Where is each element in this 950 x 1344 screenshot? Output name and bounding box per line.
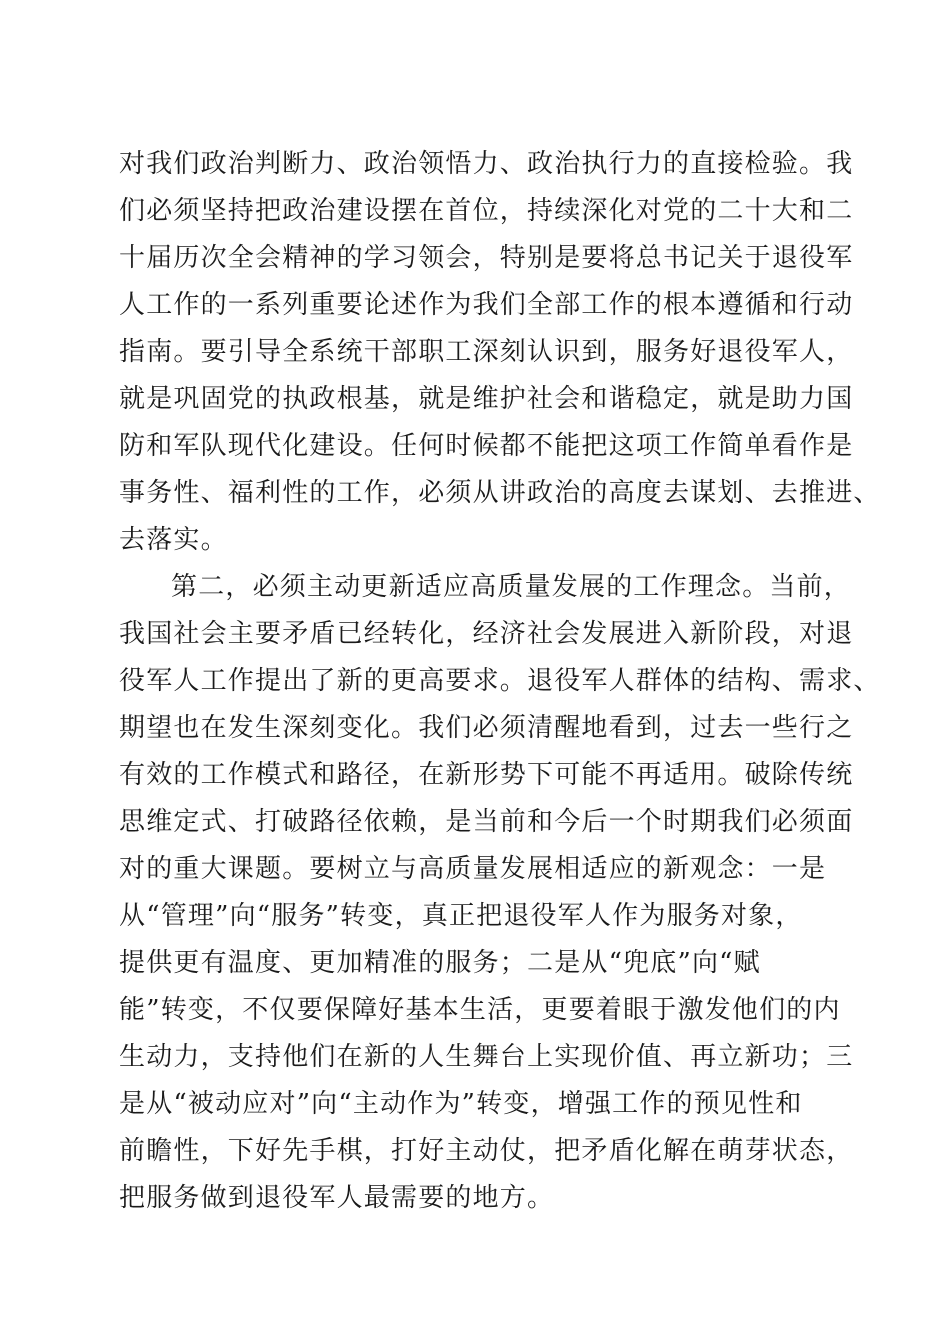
text-line: 是从“被动应对”向“主动作为”转变，增强工作的预见性和 <box>119 1089 803 1119</box>
text-line: 能”转变，不仅要保障好基本生活，更要着眼于激发他们的内 <box>119 995 841 1025</box>
text-line: 事务性、福利性的工作，必须从讲政治的高度去谋划、去推进、 <box>119 478 881 508</box>
text-line: 提供更有温度、更加精准的服务；二是从“兜底”向“赋 <box>119 948 761 978</box>
text-line: 对我们政治判断力、政治领悟力、政治执行力的直接检验。我 <box>119 149 854 179</box>
paragraph-first-line: 第二，必须主动更新适应高质量发展的工作理念。当前， <box>171 572 852 602</box>
text-line: 们必须坚持把政治建设摆在首位，持续深化对党的二十大和二 <box>119 196 854 226</box>
text-line: 人工作的一系列重要论述作为我们全部工作的根本遵循和行动 <box>119 290 854 320</box>
text-line: 指南。要引导全系统干部职工深刻认识到，服务好退役军人， <box>119 337 854 367</box>
text-line: 去落实。 <box>119 525 228 555</box>
text-line: 从“管理”向“服务”转变，真正把退役军人作为服务对象， <box>119 901 803 931</box>
text-line: 期望也在发生深刻变化。我们必须清醒地看到，过去一些行之 <box>119 713 854 743</box>
text-line: 对的重大课题。要树立与高质量发展相适应的新观念：一是 <box>119 854 827 884</box>
text-line: 防和军队现代化建设。任何时候都不能把这项工作简单看作是 <box>119 431 854 461</box>
text-line: 前瞻性，下好先手棋，打好主动仗，把矛盾化解在萌芽状态， <box>119 1136 854 1166</box>
text-line: 十届历次全会精神的学习领会，特别是要将总书记关于退役军 <box>119 243 854 273</box>
text-line: 有效的工作模式和路径，在新形势下可能不再适用。破除传统 <box>119 760 854 790</box>
text-line: 我国社会主要矛盾已经转化，经济社会发展进入新阶段，对退 <box>119 619 854 649</box>
text-line: 就是巩固党的执政根基，就是维护社会和谐稳定，就是助力国 <box>119 384 854 414</box>
text-line: 思维定式、打破路径依赖，是当前和今后一个时期我们必须面 <box>119 807 854 837</box>
text-line: 役军人工作提出了新的更高要求。退役军人群体的结构、需求、 <box>119 666 881 696</box>
text-line: 生动力，支持他们在新的人生舞台上实现价值、再立新功；三 <box>119 1042 854 1072</box>
text-line: 把服务做到退役军人最需要的地方。 <box>119 1183 555 1213</box>
